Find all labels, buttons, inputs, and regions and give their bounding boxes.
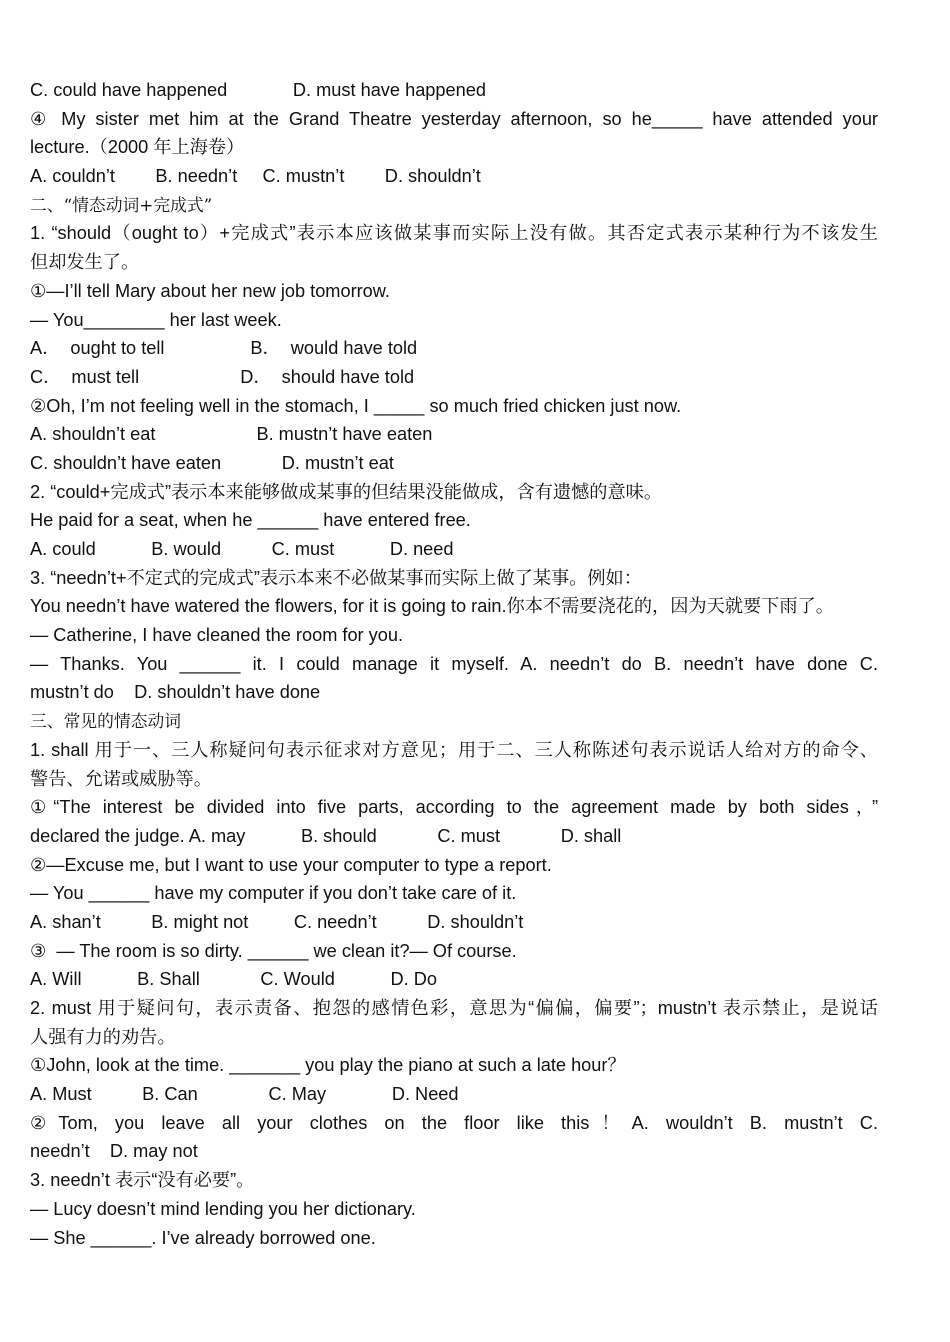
question-text: — She ______. I’ve already borrowed one. bbox=[30, 1227, 376, 1248]
option-line: mustn’t do D. shouldn’t have done bbox=[30, 682, 321, 703]
rule-text: 3. “needn’t+不定式的完成式”表示本来不必做某事而实际上做了某事。例如： bbox=[30, 567, 642, 588]
question-text: He paid for a seat, when he ______ have entered free. bbox=[30, 510, 471, 531]
option-line: A． ought to tell B． would have told bbox=[30, 338, 418, 359]
document-body bbox=[30, 76, 878, 1252]
rule-text: 人强有力的劝告。 bbox=[30, 1026, 176, 1047]
option-line: A. shouldn’t eat B. mustn’t have eaten bbox=[30, 424, 433, 445]
option-line: A. Must B. Can C. May D. Need bbox=[30, 1084, 459, 1105]
example-sentence: You needn’t have watered the flowers, for it is going to rain.你本不需要浇花的，因为天就要下雨了。 bbox=[30, 596, 834, 617]
rule-text: 2. “could+完成式”表示本来能够做成某事的但结果没能做成，含有遗憾的意味。 bbox=[30, 481, 663, 502]
option-line: A. couldn’t B. needn’t C. mustn’t D. shouldn’t bbox=[30, 166, 481, 187]
option-line: A. shan’t B. might not C. needn’t D. shouldn’t bbox=[30, 911, 524, 932]
question-text: ②Oh, I’m not feeling well in the stomach, I _____ so much fried chicken just now. bbox=[30, 395, 682, 416]
question-text: — You________ her last week. bbox=[30, 309, 282, 330]
question-text: ②—Excuse me, but I want to use your computer to type a report. bbox=[30, 854, 552, 875]
question-text: ④ My sister met him at the Grand Theatre yesterday afternoon, so he_____ have attended your bbox=[30, 108, 878, 129]
option-line: A. Will B. Shall C. Would D. Do bbox=[30, 969, 437, 990]
question-text: — Thanks. You ______ it. I could manage it myself. A. needn’t do B. needn’t have done C. bbox=[30, 653, 878, 674]
option-line: C． must tell D． should have told bbox=[30, 366, 415, 387]
option-line: needn’t D. may not bbox=[30, 1141, 198, 1162]
question-text: — You ______ have my computer if you don’t take care of it. bbox=[30, 883, 517, 904]
rule-text: 2. must 用于疑问句，表示责备、抱怨的感情色彩，意思为“偏偏，偏要”；mustn’t 表示禁止，是说话 bbox=[30, 998, 878, 1018]
option-line: A. could B. would C. must D. need bbox=[30, 539, 454, 559]
rule-text: 但却发生了。 bbox=[30, 252, 140, 273]
question-text: — Catherine, I have cleaned the room for you. bbox=[30, 625, 404, 646]
question-text: ①John, look at the time. _______ you play the piano at such a late hour？ bbox=[30, 1055, 626, 1076]
question-text: — Lucy doesn’t mind lending you her dictionary. bbox=[30, 1198, 416, 1219]
question-text: ①“The interest be divided into five parts, according to the agreement made by both sides，” bbox=[30, 797, 878, 818]
question-text: ②Tom, you leave all your clothes on the floor like this！A. wouldn’t B. mustn’t C. bbox=[30, 1112, 878, 1133]
rule-text: 1. “should（ought to）+完成式”表示本应该做某事而实际上没有做。其否定式表示某种行为不该发生 bbox=[30, 223, 878, 244]
option-line: declared the judge. A. may B. should C. must D. shall bbox=[30, 825, 622, 846]
rule-text: 警告、允诺或威胁等。 bbox=[30, 768, 212, 789]
question-text: ③ — The room is so dirty. ______ we clean it?— Of course. bbox=[30, 940, 517, 961]
option-line: C. shouldn’t have eaten D. mustn’t eat bbox=[30, 452, 394, 473]
section-heading: 二、“情态动词+完成式” bbox=[30, 194, 213, 215]
question-source: lecture.（2000 年上海卷） bbox=[30, 137, 245, 158]
rule-text: 3. needn’t 表示“没有必要”。 bbox=[30, 1170, 255, 1191]
rule-text: 1. shall 用于一、三人称疑问句表示征求对方意见；用于二、三人称陈述句表示说话人给对方的命令、 bbox=[30, 739, 878, 760]
section-heading: 三、常见的情态动词 bbox=[30, 711, 182, 732]
option-line: C. could have happened D. must have happened bbox=[30, 80, 486, 100]
question-text: ①—I’ll tell Mary about her new job tomorrow. bbox=[30, 280, 390, 301]
